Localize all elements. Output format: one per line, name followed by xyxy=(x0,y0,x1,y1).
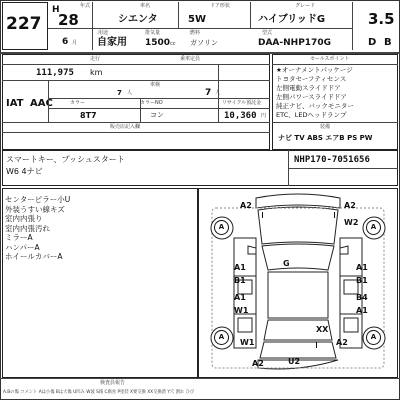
damage-mark: W2 xyxy=(344,218,359,227)
model-label: 車名 xyxy=(140,3,151,9)
era-letter: H xyxy=(52,5,60,15)
mileage-label: 走行 xyxy=(90,56,101,62)
car-diagram xyxy=(198,188,398,378)
header-vline-2 xyxy=(178,2,179,28)
defect-item: ハンパーA xyxy=(5,242,40,252)
features-title: セールスポイント xyxy=(310,56,350,62)
fuel-value: ガソリン xyxy=(190,39,218,47)
recycle-label: リサイクル預託金 xyxy=(222,100,262,106)
rear-hatch-outline xyxy=(260,342,336,358)
defect-item: センターピラー小U xyxy=(5,195,71,204)
feature-item: ★オーナメントパッケージ xyxy=(276,66,353,74)
overall-score: 3.5 xyxy=(368,10,395,28)
spec-vline-2 xyxy=(140,98,141,122)
damage-mark: A1 xyxy=(356,306,368,315)
notes-label: 販売店記入欄 xyxy=(110,124,141,130)
spec-vline-1 xyxy=(48,80,49,122)
defect-item: 室内内張汚れ xyxy=(5,223,50,233)
right-mirror-outline xyxy=(340,246,348,254)
damage-mark: B4 xyxy=(356,293,368,302)
damage-mark: W1 xyxy=(234,306,249,315)
spec-line-6 xyxy=(2,132,270,133)
wheel-grade-front-left: A xyxy=(214,220,229,235)
spec-line-5 xyxy=(2,122,270,123)
month-value: 6 xyxy=(62,37,69,47)
damage-mark: W1 xyxy=(240,338,255,347)
header-vline-3 xyxy=(250,2,251,28)
feature-item: 左側パワースライドドア xyxy=(276,93,347,101)
defect-item: ホイールカバーA xyxy=(5,252,63,261)
wheel-grade-rear-left: A xyxy=(214,330,229,345)
footer-legend: A.Bの傷 コメント Aは小傷 Bは大傷 U凹み W波 S錆 C腐食 P塗装 X要交換 XX交換済 Y穴 割れ ひび xyxy=(3,390,195,395)
displacement-unit: cc xyxy=(170,41,176,47)
header-vline-1 xyxy=(92,2,93,50)
seats-label: 乗車定員 xyxy=(180,56,201,62)
features-title-line xyxy=(272,64,398,65)
recycle-fee: 10,360 xyxy=(224,111,257,121)
year-label: 年式 xyxy=(80,3,91,9)
mileage-unit: km xyxy=(90,68,103,77)
seats-value: 7 xyxy=(117,89,122,97)
year-value: 28 xyxy=(58,11,79,29)
color-code-label: カラーNO xyxy=(140,100,163,106)
options-line xyxy=(272,122,398,123)
damage-tick xyxy=(262,212,263,218)
fuel-label: 燃料 xyxy=(190,30,201,36)
windshield-outline xyxy=(262,244,334,270)
hood-outline xyxy=(258,207,338,244)
left-mirror-outline xyxy=(248,246,256,254)
damage-mark: B1 xyxy=(234,276,246,285)
grade-name: ハイブリッドG xyxy=(258,14,326,25)
damage-mark: A2 xyxy=(252,359,264,368)
month-unit: 月 xyxy=(72,40,78,46)
defect-item: ミラーA xyxy=(5,233,33,242)
feature-item: 純正ナビ、バックモニター xyxy=(276,102,354,110)
defect-item: 室内内張り xyxy=(5,214,43,223)
options-label: 装備 xyxy=(320,124,331,130)
damage-mark: U2 xyxy=(288,357,301,366)
header-vline-4 xyxy=(352,2,353,50)
grade-label: グレード xyxy=(295,3,316,9)
usage-label: 用途 xyxy=(98,30,109,36)
damage-mark: XX xyxy=(316,325,329,334)
doors-label: ドア形状 xyxy=(210,3,230,9)
door-type: 5W xyxy=(188,14,206,25)
exterior-score: B xyxy=(384,37,392,48)
spec-line-4 xyxy=(48,108,270,109)
model-code-label: 型式 xyxy=(262,30,273,36)
damage-tick xyxy=(316,342,317,348)
capacity-unit: 人 xyxy=(215,90,221,96)
seats-unit: 人 xyxy=(127,90,133,96)
feature-item: ETC、LEDヘッドランプ xyxy=(276,111,347,119)
options-value: ナビ TV ABS エアB PS PW xyxy=(278,134,373,142)
damage-mark: A2 xyxy=(240,201,252,210)
model-code: DAA-NHP170G xyxy=(258,38,331,48)
damage-mark: A1 xyxy=(356,263,368,272)
roof-outline xyxy=(268,272,328,318)
spec-vline-3 xyxy=(218,64,219,122)
serial-number: NHP170-7051656 xyxy=(294,155,370,165)
color-code-value: 8T7 xyxy=(80,111,97,120)
displacement-label: 排気量 xyxy=(145,30,161,36)
defects-list xyxy=(5,196,70,263)
aircon-value: AAC xyxy=(30,98,53,109)
spec-line-2 xyxy=(2,80,270,81)
displacement-value: 1500 xyxy=(145,38,171,48)
damage-mark: A1 xyxy=(234,293,246,302)
damage-mark: A2 xyxy=(344,201,356,210)
capacity-value: 7 xyxy=(205,88,212,98)
damage-mark: A1 xyxy=(234,263,246,272)
feature-item: 左側電動スライドドア xyxy=(276,84,341,92)
feature-item: トヨタセーフティセンス xyxy=(276,75,347,83)
wheel-grade-rear-right: A xyxy=(366,330,381,345)
usage-value: 自家用 xyxy=(97,37,127,48)
recycle-unit: 円 xyxy=(261,113,267,119)
defect-item: 外装うすい線キズ xyxy=(5,204,65,214)
color-label: カラー xyxy=(70,100,86,106)
notes-line: スマートキー、プッシュスタート xyxy=(6,155,125,164)
serial-underline xyxy=(288,168,398,169)
features-list xyxy=(276,67,396,121)
footer-top-line xyxy=(0,378,400,379)
spec-line-3 xyxy=(48,98,270,99)
spec-line-1 xyxy=(2,64,270,65)
mileage-value: 111,975 xyxy=(36,68,74,78)
footer-title: 検査員報告 xyxy=(100,380,126,386)
damage-mark: G xyxy=(283,259,290,268)
damage-mark: B1 xyxy=(356,276,368,285)
lot-number: 227 xyxy=(6,14,42,34)
damage-tick xyxy=(334,212,335,218)
interior-score: D xyxy=(368,37,377,48)
wheel-grade-front-right: A xyxy=(366,220,381,235)
damage-mark: A2 xyxy=(336,338,348,347)
header-divider-mid xyxy=(48,28,352,29)
front-bumper-outline xyxy=(256,194,340,208)
equipment-value: コン xyxy=(150,111,164,119)
notes-line: W6 4ナビ xyxy=(6,167,43,176)
inspection-label: 車検 xyxy=(150,82,161,88)
model-name: シエンタ xyxy=(118,14,158,25)
transmission-value: IAT xyxy=(6,98,24,109)
